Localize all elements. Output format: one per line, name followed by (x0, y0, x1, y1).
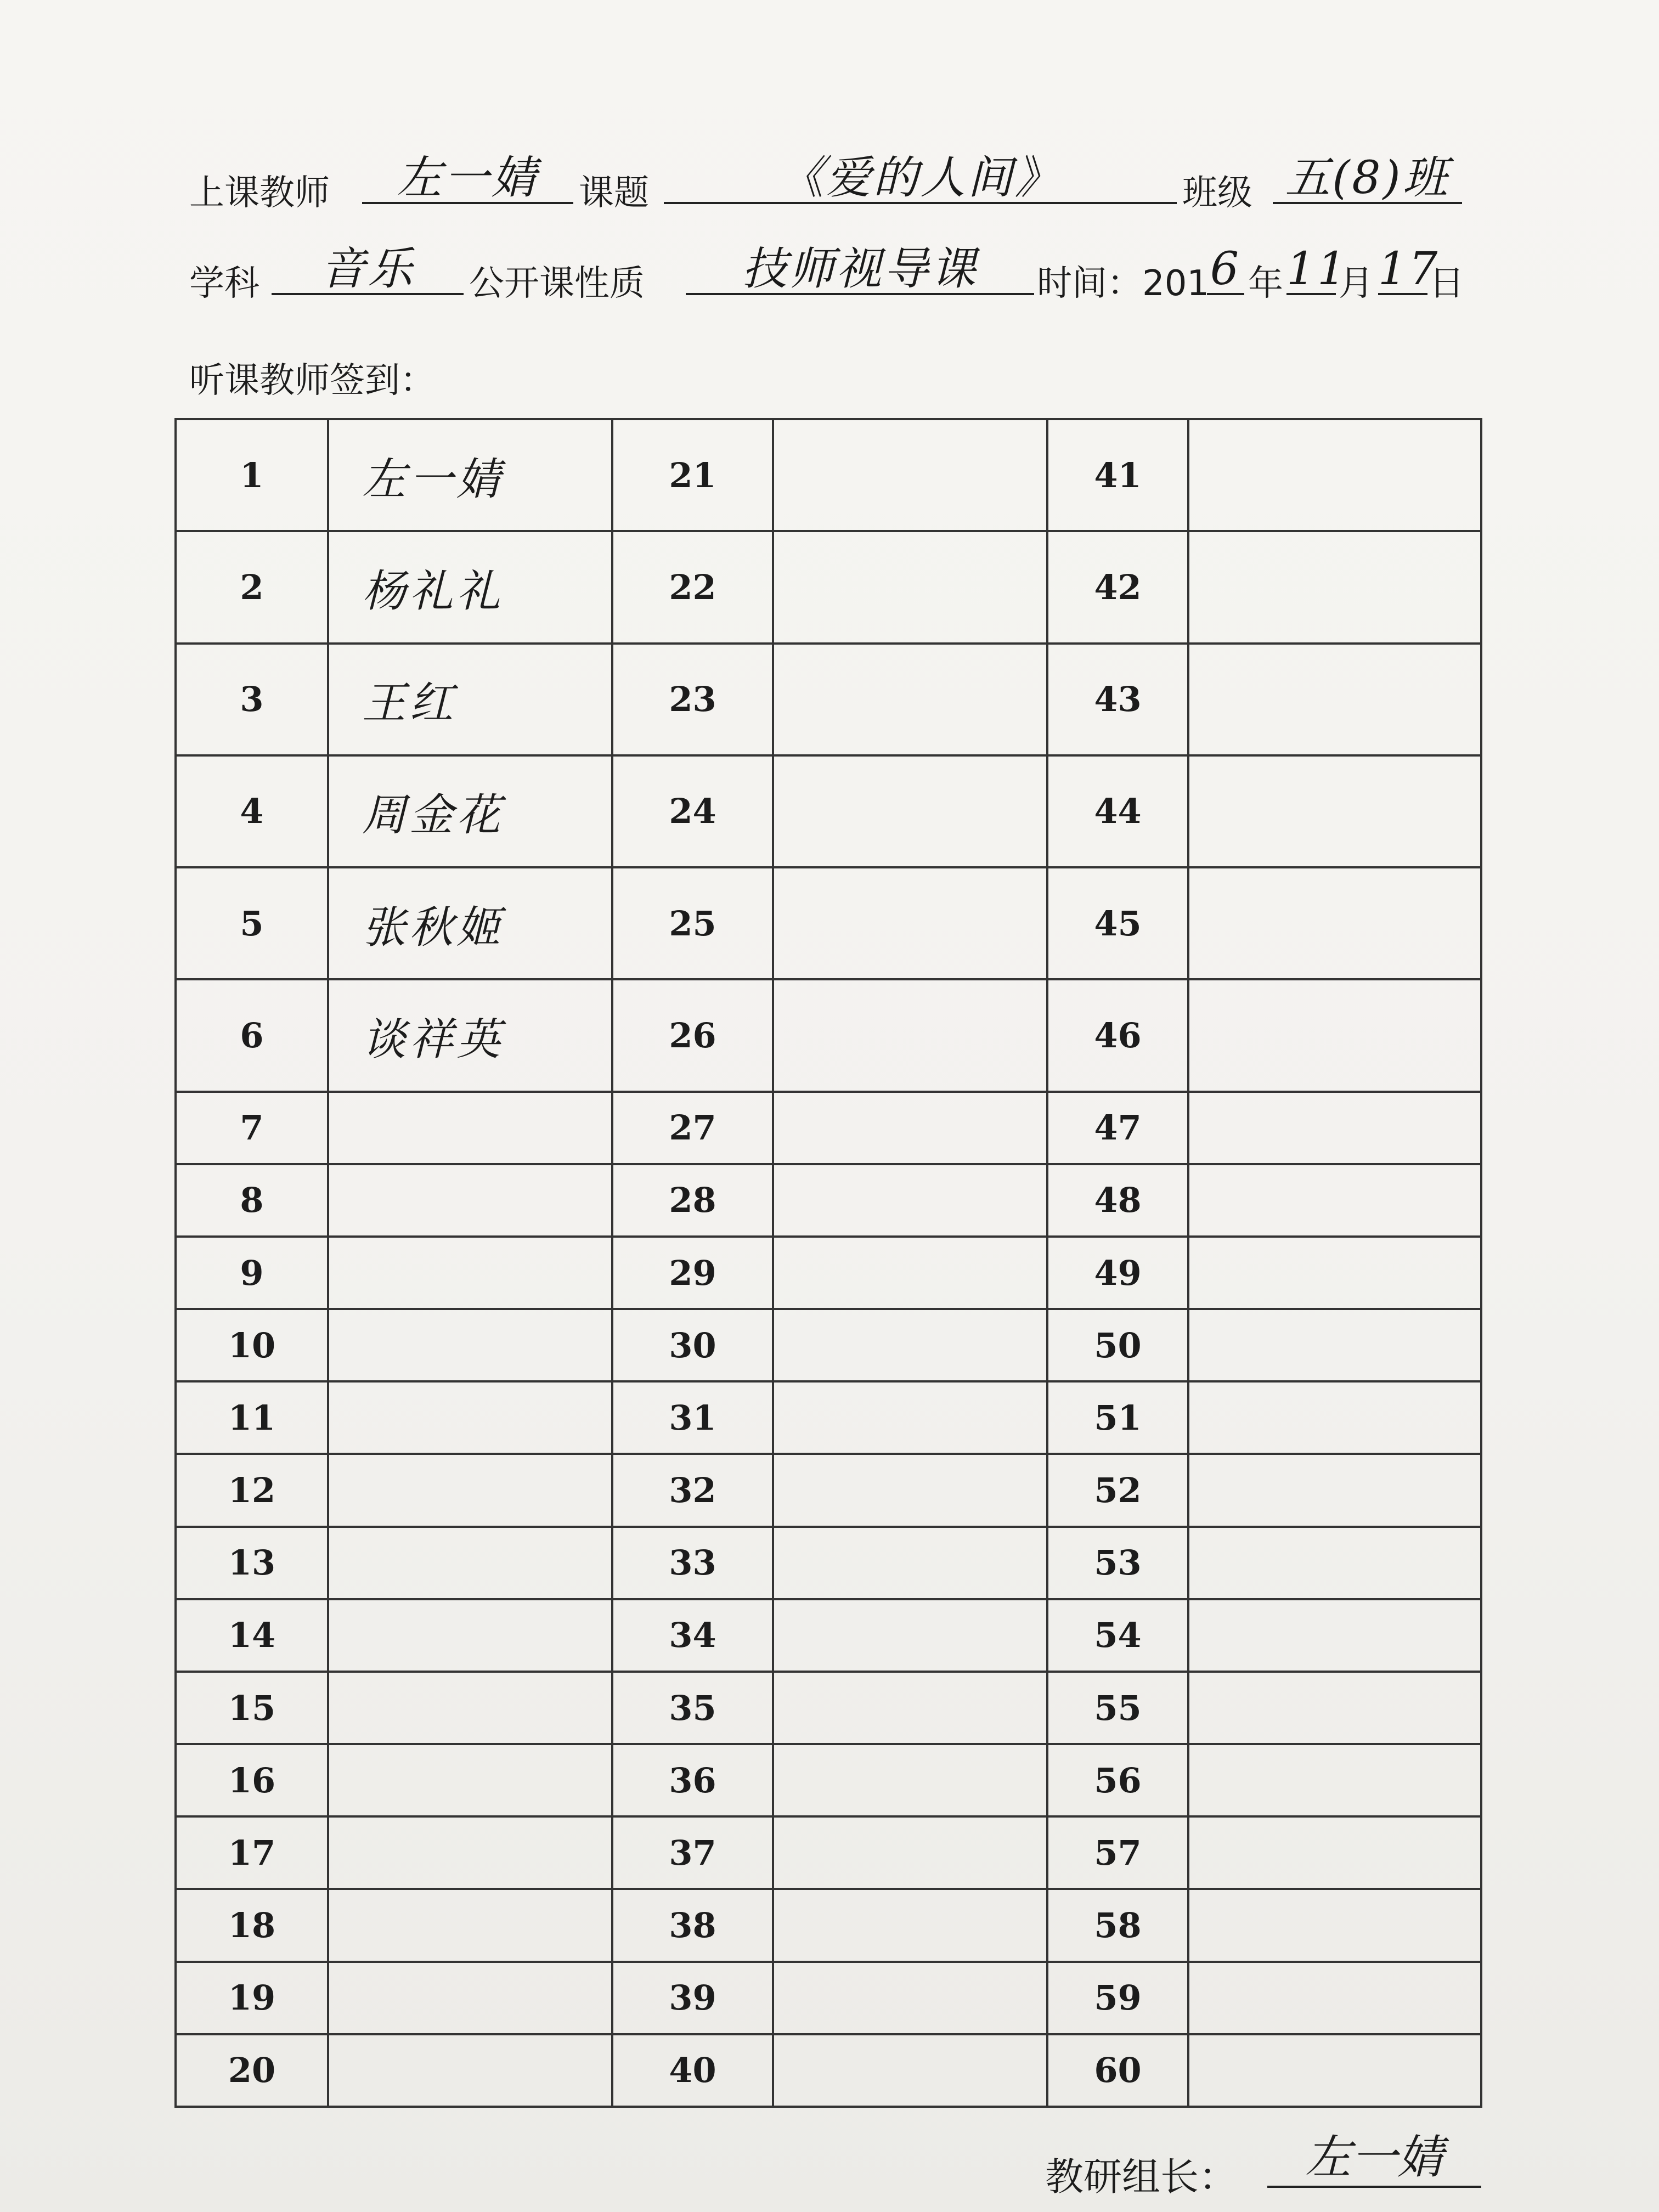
number-cell: 2 (176, 531, 328, 643)
number-cell: 39 (612, 1962, 773, 2034)
signature-cell (1188, 1672, 1481, 1744)
subject-label: 学科 (189, 263, 259, 304)
number-cell: 1 (176, 419, 328, 531)
day-field: 17 (1378, 243, 1440, 295)
signature-cell (1188, 1962, 1481, 2034)
number-cell: 59 (1047, 1962, 1188, 2034)
signature-cell (328, 1599, 612, 1672)
year-digit-field: 6 (1207, 246, 1244, 295)
signature-cell (328, 1309, 612, 1381)
signature-cell (1188, 1454, 1481, 1526)
signature-cell (773, 1744, 1047, 1816)
number-cell: 5 (176, 867, 328, 979)
number-cell: 4 (176, 755, 328, 867)
signature-cell (773, 867, 1047, 979)
number-cell: 54 (1047, 1599, 1188, 1672)
number-cell: 9 (176, 1237, 328, 1309)
number-cell: 46 (1047, 979, 1188, 1091)
table-row (176, 1092, 1481, 1164)
signature-cell (328, 1962, 612, 2034)
signature-cell (773, 1381, 1047, 1454)
table-row (176, 1672, 1481, 1744)
signature-cell (773, 1454, 1047, 1526)
signature-cell (1188, 531, 1481, 643)
number-cell: 23 (612, 644, 773, 755)
number-cell: 14 (176, 1599, 328, 1672)
number-cell: 38 (612, 1889, 773, 1961)
number-cell: 25 (612, 867, 773, 979)
signature-cell (1188, 1092, 1481, 1164)
signature-cell: 杨礼礼 (328, 531, 612, 643)
number-cell: 49 (1047, 1237, 1188, 1309)
signin-label: 听课教师签到： (189, 360, 435, 401)
signature-cell (773, 644, 1047, 755)
signature-cell (328, 1527, 612, 1599)
signature-cell (1188, 419, 1481, 531)
teacher-field: 左一婧 (362, 155, 573, 204)
number-cell: 21 (612, 419, 773, 531)
number-cell: 15 (176, 1672, 328, 1744)
number-cell: 22 (612, 531, 773, 643)
time-label: 时间：201 (1037, 263, 1210, 304)
signature-cell (773, 1962, 1047, 2034)
topic-label: 课题 (579, 173, 649, 213)
table-row (176, 1237, 1481, 1309)
table-row (176, 531, 1481, 643)
number-cell: 20 (176, 2034, 328, 2107)
signature-cell (773, 1816, 1047, 1889)
signature-cell: 周金花 (328, 755, 612, 867)
signature-cell (1188, 1381, 1481, 1454)
number-cell: 6 (176, 979, 328, 1091)
signature-cell (1188, 1889, 1481, 1961)
signature-cell (1188, 867, 1481, 979)
signature-cell (773, 1672, 1047, 1744)
class-label: 班级 (1182, 173, 1252, 213)
signature-cell (773, 979, 1047, 1091)
number-cell: 45 (1047, 867, 1188, 979)
signature-cell (328, 2034, 612, 2107)
number-cell: 13 (176, 1527, 328, 1599)
table-row (176, 644, 1481, 755)
number-cell: 53 (1047, 1527, 1188, 1599)
number-cell: 29 (612, 1237, 773, 1309)
signature-cell (773, 1237, 1047, 1309)
signature-cell (773, 755, 1047, 867)
number-cell: 37 (612, 1816, 773, 1889)
signature-cell (328, 1454, 612, 1526)
number-cell: 35 (612, 1672, 773, 1744)
table-row (176, 1454, 1481, 1526)
table-row (176, 1381, 1481, 1454)
table-row (176, 1527, 1481, 1599)
number-cell: 12 (176, 1454, 328, 1526)
number-cell: 41 (1047, 419, 1188, 531)
number-cell: 40 (612, 2034, 773, 2107)
number-cell: 8 (176, 1164, 328, 1237)
signature-cell (773, 1309, 1047, 1381)
number-cell: 16 (176, 1744, 328, 1816)
signature-cell (328, 1889, 612, 1961)
signature-cell (1188, 1744, 1481, 1816)
number-cell: 26 (612, 979, 773, 1091)
signature-cell (1188, 644, 1481, 755)
month-unit: 月 (1339, 263, 1374, 304)
table-row (176, 1962, 1481, 2034)
signature-cell: 左一婧 (328, 419, 612, 531)
nature-label: 公开课性质 (469, 263, 645, 304)
table-row (176, 1744, 1481, 1816)
signature-cell (1188, 755, 1481, 867)
month-field: 11 (1286, 243, 1348, 295)
number-cell: 30 (612, 1309, 773, 1381)
number-cell: 36 (612, 1744, 773, 1816)
signature-cell: 张秋姬 (328, 867, 612, 979)
number-cell: 52 (1047, 1454, 1188, 1526)
leader-signature: 左一婧 (1267, 2129, 1481, 2188)
table-row (176, 1309, 1481, 1381)
number-cell: 42 (1047, 531, 1188, 643)
number-cell: 50 (1047, 1309, 1188, 1381)
signature-cell (1188, 2034, 1481, 2107)
signature-cell (773, 1092, 1047, 1164)
number-cell: 56 (1047, 1744, 1188, 1816)
number-cell: 27 (612, 1092, 773, 1164)
number-cell: 19 (176, 1962, 328, 2034)
signature-cell: 谈祥英 (328, 979, 612, 1091)
signature-cell (328, 1164, 612, 1237)
signature-cell (1188, 1599, 1481, 1672)
number-cell: 18 (176, 1889, 328, 1961)
number-cell: 58 (1047, 1889, 1188, 1961)
number-cell: 60 (1047, 2034, 1188, 2107)
number-cell: 48 (1047, 1164, 1188, 1237)
signature-cell (1188, 1309, 1481, 1381)
number-cell: 43 (1047, 644, 1188, 755)
number-cell: 33 (612, 1527, 773, 1599)
number-cell: 55 (1047, 1672, 1188, 1744)
signature-cell (773, 1889, 1047, 1961)
table-row (176, 419, 1481, 531)
number-cell: 31 (612, 1381, 773, 1454)
signature-cell (1188, 1527, 1481, 1599)
signature-cell (1188, 979, 1481, 1091)
signature-cell (773, 419, 1047, 531)
number-cell: 32 (612, 1454, 773, 1526)
number-cell: 7 (176, 1092, 328, 1164)
year-unit: 年 (1248, 263, 1283, 304)
table-row (176, 867, 1481, 979)
signature-cell (328, 1381, 612, 1454)
signature-cell (328, 1816, 612, 1889)
number-cell: 24 (612, 755, 773, 867)
nature-field: 技师视导课 (686, 246, 1034, 295)
number-cell: 47 (1047, 1092, 1188, 1164)
number-cell: 51 (1047, 1381, 1188, 1454)
signature-cell (1188, 1816, 1481, 1889)
number-cell: 17 (176, 1816, 328, 1889)
number-cell: 34 (612, 1599, 773, 1672)
signature-cell: 王红 (328, 644, 612, 755)
signature-cell (1188, 1164, 1481, 1237)
subject-field: 音乐 (272, 246, 464, 295)
number-cell: 10 (176, 1309, 328, 1381)
number-cell: 11 (176, 1381, 328, 1454)
signature-cell (773, 1599, 1047, 1672)
signature-cell (328, 1744, 612, 1816)
signature-cell (328, 1237, 612, 1309)
number-cell: 44 (1047, 755, 1188, 867)
number-cell: 28 (612, 1164, 773, 1237)
number-cell: 3 (176, 644, 328, 755)
table-row (176, 1816, 1481, 1889)
signature-cell (773, 531, 1047, 643)
table-row (176, 755, 1481, 867)
table-row (176, 1889, 1481, 1961)
table-row (176, 2034, 1481, 2107)
class-field: 五(8)班 (1273, 155, 1462, 204)
number-cell: 57 (1047, 1816, 1188, 1889)
signin-table (174, 418, 1482, 2108)
signature-cell (773, 1164, 1047, 1237)
signature-cell (328, 1672, 612, 1744)
signature-cell (328, 1092, 612, 1164)
signature-cell (773, 1527, 1047, 1599)
leader-label: 教研组长： (1045, 2154, 1237, 2199)
signature-cell (773, 2034, 1047, 2107)
table-row (176, 979, 1481, 1091)
signature-cell (1188, 1237, 1481, 1309)
teacher-label: 上课教师 (189, 173, 330, 213)
table-row (176, 1599, 1481, 1672)
topic-field: 《爱的人间》 (664, 155, 1177, 204)
table-row (176, 1164, 1481, 1237)
day-unit: 日 (1429, 263, 1464, 304)
